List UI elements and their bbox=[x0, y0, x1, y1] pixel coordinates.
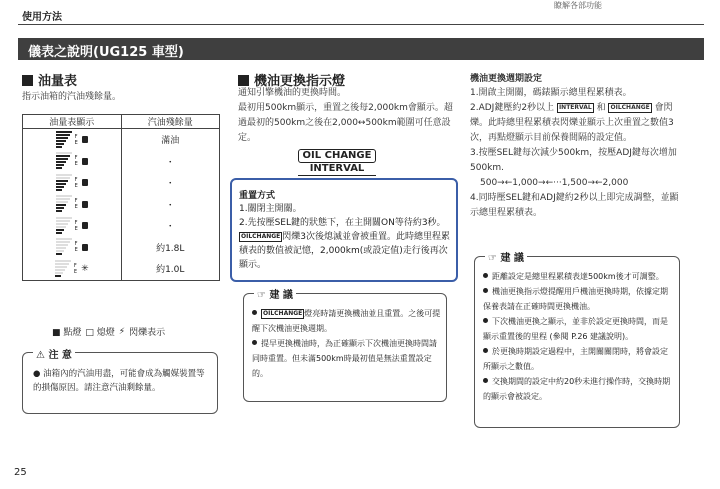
fuel-table-header-display: 油量表顯示 bbox=[23, 115, 122, 129]
fuel-pump-icon bbox=[82, 158, 88, 165]
fuel-gauge-cell bbox=[23, 237, 122, 259]
page-banner: 儀表之說明(UG125 車型) bbox=[18, 38, 704, 60]
bullet-icon bbox=[483, 273, 488, 278]
fuel-pump-icon bbox=[82, 201, 88, 208]
reset-step-2b bbox=[239, 230, 452, 272]
fuel-caution-box bbox=[22, 352, 218, 414]
legend-blink: 閃爍表示 bbox=[129, 328, 166, 338]
square-bullet-icon bbox=[238, 75, 249, 86]
fuel-gauge-cell bbox=[23, 151, 122, 173]
fuel-gauge-icon: F E bbox=[56, 151, 88, 172]
fuel-gauge-icon: F E ✳ bbox=[55, 258, 89, 279]
fuel-pump-icon bbox=[82, 222, 88, 229]
fuel-remaining-value: ・ bbox=[121, 151, 220, 173]
section-header: 使用方法 bbox=[22, 12, 62, 23]
fuel-gauge-cell bbox=[23, 129, 122, 151]
fuel-pump-icon bbox=[82, 179, 88, 186]
fuel-table-row bbox=[23, 151, 220, 173]
fuel-pump-icon bbox=[82, 136, 88, 143]
fuel-gauge-cell bbox=[23, 215, 122, 237]
oilchange-tag: OILCHANGE bbox=[241, 233, 281, 240]
oil-change-label: OIL CHANGE bbox=[298, 149, 376, 163]
fuel-table-row bbox=[23, 237, 220, 259]
legend-on: ■ 點燈 bbox=[52, 328, 82, 338]
oil-note-2 bbox=[252, 336, 442, 381]
caution-body: ● 油箱內的汽油用盡，可能會成為觸媒裝置等的損傷原因。請注意汽油剩餘量。 bbox=[33, 369, 205, 393]
fuel-pump-icon bbox=[82, 244, 88, 251]
oil-note-box bbox=[243, 290, 447, 402]
bullet-icon bbox=[483, 288, 488, 293]
period-note-item bbox=[483, 284, 675, 314]
oilchange-tag: OILCHANGE bbox=[610, 104, 650, 111]
fuel-table-row bbox=[23, 194, 220, 216]
fuel-gauge-icon: F E bbox=[56, 172, 88, 193]
section-subheader: 瞭解各部功能 bbox=[554, 1, 602, 10]
period-note-text: 機油更換指示燈提醒用戶機油更換時期，依據定期保養表請在正確時間更換機油。 bbox=[483, 287, 668, 311]
blink-icon: ⚡ bbox=[118, 326, 126, 337]
reset-step-2: 2.先按壓SEL鍵的狀態下，在主開關ON等待約3秒。 bbox=[239, 218, 446, 228]
hand-pointer-icon: ☞ bbox=[257, 290, 266, 301]
reset-step-1: 1.關閉主開關。 bbox=[239, 204, 302, 214]
note-title-text: 建 議 bbox=[269, 290, 293, 301]
period-note-text: 距離設定是總里程累積表達500km後才可調整。 bbox=[492, 272, 664, 281]
period-step-4: 4.同時壓SEL鍵和ADJ鍵約2秒以上即完成調整，並顯示總里程累積表。 bbox=[470, 193, 679, 218]
fuel-gauge-cell bbox=[23, 172, 122, 194]
period-step-2c: 會閃爍。此時總里程累積表閃爍並顯示上次重置之數值3次，再點燈顯示目前保養間隔的設定值。 bbox=[470, 103, 674, 143]
reset-method-box bbox=[230, 178, 458, 282]
oil-note-1 bbox=[252, 306, 442, 336]
oilchange-tag: OILCHANGE bbox=[263, 310, 303, 317]
fuel-table-row bbox=[23, 129, 220, 151]
note-title bbox=[485, 249, 527, 264]
fuel-remaining-value: ・ bbox=[121, 172, 220, 194]
fuel-gauge-icon: F E bbox=[56, 215, 88, 236]
bullet-icon bbox=[483, 348, 488, 353]
header-divider bbox=[18, 24, 704, 25]
fuel-gauge-icon: F E bbox=[56, 194, 88, 215]
period-note-box bbox=[474, 253, 680, 428]
fuel-gauge-icon: F E bbox=[56, 237, 88, 258]
gauge-legend bbox=[52, 325, 165, 338]
fuel-description: 指示油箱的汽油殘餘量。 bbox=[22, 92, 122, 102]
reset-title: 重置方式 bbox=[239, 191, 276, 201]
fuel-gauge-cell bbox=[23, 194, 122, 216]
reset-step-2b-text: 閃爍3次後熄滅並會被重置。此時總里程累積表的數值被記憶，2,000km(或設定值)走行後再次顯示。 bbox=[239, 232, 451, 270]
square-bullet-icon bbox=[22, 75, 33, 86]
period-note-text: 於更換時期設定過程中，主開關關閉時，將會設定所顯示之數值。 bbox=[483, 347, 668, 371]
note-title bbox=[254, 286, 296, 301]
period-note-item bbox=[483, 374, 675, 404]
oil-title-text: 機油更換指示燈 bbox=[254, 74, 346, 89]
period-step-3: 3.按壓SEL鍵每次減少500km，按壓ADJ鍵每次增加500km. bbox=[470, 148, 677, 173]
interval-tag: INTERVAL bbox=[558, 104, 592, 111]
fuel-pump-blink-icon: ✳ bbox=[81, 263, 89, 274]
period-note-item bbox=[483, 314, 675, 344]
note-title-text: 建 議 bbox=[500, 253, 524, 264]
fuel-remaining-value: ・ bbox=[121, 194, 220, 216]
fuel-table bbox=[22, 114, 220, 281]
period-step-3b: 500→←1,000→←···1,500→←2,000 bbox=[480, 178, 629, 188]
fuel-section-title bbox=[22, 70, 77, 89]
caution-title: ⚠ 注 意 bbox=[33, 346, 75, 361]
interval-label: INTERVAL bbox=[298, 163, 376, 176]
fuel-remaining-value: ・ bbox=[121, 215, 220, 237]
fuel-remaining-value: 約1.8L bbox=[121, 237, 220, 259]
bullet-icon bbox=[483, 318, 488, 323]
oil-note-1-text: 燈亮時請更換機油並且重置。之後可提醒下次機油更換週期。 bbox=[252, 309, 441, 333]
fuel-remaining-value: 滿油 bbox=[121, 129, 220, 151]
oil-description: 通知引擎機油的更換時間。 最初用500km顯示，重置之後每2,000km會顯示。超過最初的500km之後在2,000↔500km範圍可任意設定。 bbox=[238, 88, 453, 143]
fuel-table-header-remaining: 汽油殘餘量 bbox=[121, 115, 220, 129]
fuel-remaining-value: 約1.0L bbox=[121, 258, 220, 280]
hand-pointer-icon: ☞ bbox=[488, 253, 497, 264]
period-step-2a: 2.ADJ鍵壓約2秒以上 bbox=[470, 103, 555, 113]
period-title: 機油更換週期設定 bbox=[470, 74, 543, 84]
bullet-icon bbox=[252, 340, 257, 345]
period-note-body bbox=[483, 269, 675, 404]
period-note-item bbox=[483, 344, 675, 374]
period-note-item bbox=[483, 269, 675, 284]
period-step-1: 1.開啟主開關，碼錶顯示總里程累積表。 bbox=[470, 88, 632, 98]
oil-note-2-text: 提早更換機油時，為正確顯示下次機油更換時間請同時重置。但未滿500km時最初值是無法重置設定的。 bbox=[252, 339, 437, 378]
reset-body bbox=[239, 202, 452, 272]
page-number: 25 bbox=[14, 467, 27, 478]
oil-change-interval-indicator bbox=[298, 149, 376, 176]
period-note-text: 交換期間的設定中約20秒未進行操作時，交換時期的顯示會被設定。 bbox=[483, 377, 671, 401]
period-steps bbox=[470, 86, 684, 221]
period-note-text: 下次機油更換之顯示，並非於設定更換時間，而是顯示重置後的里程 (參閱 P.26 建議說明)。 bbox=[483, 317, 668, 341]
fuel-table-row bbox=[23, 258, 220, 280]
legend-off: □ 熄燈 bbox=[85, 328, 115, 338]
fuel-table-row bbox=[23, 172, 220, 194]
fuel-table-row bbox=[23, 215, 220, 237]
fuel-title-text: 油量表 bbox=[38, 74, 78, 89]
fuel-gauge-icon: F E bbox=[56, 129, 88, 150]
oil-note-body bbox=[252, 306, 442, 381]
bullet-icon bbox=[252, 310, 257, 315]
bullet-icon bbox=[483, 378, 488, 383]
period-step-2b: 和 bbox=[596, 103, 606, 113]
period-step-2 bbox=[470, 101, 684, 146]
fuel-gauge-cell bbox=[23, 258, 122, 280]
